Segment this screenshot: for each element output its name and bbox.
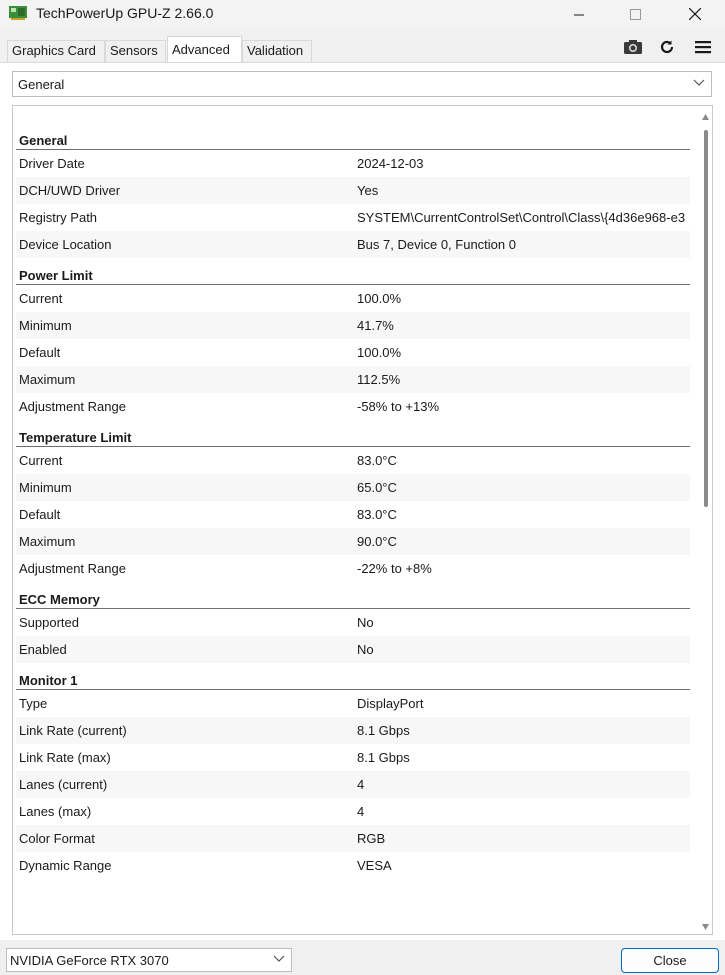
item-value: 8.1 Gbps	[357, 723, 410, 738]
list-item[interactable]	[16, 771, 690, 798]
close-button[interactable]: Close	[621, 948, 719, 973]
list-item[interactable]	[16, 447, 690, 474]
item-value: 41.7%	[357, 318, 394, 333]
camera-glyph	[623, 39, 643, 55]
details-list[interactable]	[12, 105, 713, 935]
list-item[interactable]	[16, 744, 690, 771]
item-label: Lanes (max)	[19, 804, 92, 819]
section-title: General	[19, 133, 68, 148]
item-label: Current	[19, 291, 63, 306]
refresh-icon[interactable]	[656, 37, 678, 57]
section-title: Temperature Limit	[19, 430, 132, 445]
list-item[interactable]	[16, 393, 690, 420]
refresh-glyph	[659, 39, 675, 55]
section-title: Monitor 1	[19, 673, 78, 688]
scroll-down-icon[interactable]	[702, 924, 709, 930]
item-value: 4	[357, 804, 365, 819]
section-header	[16, 123, 690, 150]
tab-advanced[interactable]: Advanced	[167, 36, 242, 62]
maximize-icon	[630, 9, 641, 20]
item-value: 100.0%	[357, 345, 402, 360]
scrollbar-thumb[interactable]	[704, 130, 708, 507]
list-item[interactable]	[16, 366, 690, 393]
item-value: 83.0°C	[357, 507, 397, 522]
list-item[interactable]	[16, 501, 690, 528]
item-value: VESA	[357, 858, 392, 873]
item-value: No	[357, 615, 374, 630]
gpu-select-value: NVIDIA GeForce RTX 3070	[10, 953, 169, 968]
list-item[interactable]	[16, 204, 690, 231]
item-label: Minimum	[19, 480, 72, 495]
item-value: Bus 7, Device 0, Function 0	[357, 237, 516, 252]
gpu-select[interactable]	[6, 948, 292, 972]
tab-bar	[0, 36, 725, 62]
item-value: SYSTEM\CurrentControlSet\Control\Class\{4d36e968-e3	[357, 210, 686, 225]
list-item[interactable]	[16, 636, 690, 663]
item-label: Supported	[19, 615, 79, 630]
item-value: DisplayPort	[357, 696, 424, 711]
chevron-down-icon	[693, 79, 705, 87]
section-title: Power Limit	[19, 268, 93, 283]
item-value: Yes	[357, 183, 379, 198]
item-value: 100.0%	[357, 291, 402, 306]
item-label: Driver Date	[19, 156, 85, 171]
item-label: DCH/UWD Driver	[19, 183, 121, 198]
window-title: TechPowerUp GPU-Z 2.66.0	[36, 5, 214, 21]
list-item[interactable]	[16, 852, 690, 879]
section-header	[16, 420, 690, 447]
item-label: Maximum	[19, 372, 76, 387]
item-label: Type	[19, 696, 48, 711]
item-label: Current	[19, 453, 63, 468]
list-item[interactable]	[16, 150, 690, 177]
section-title: ECC Memory	[19, 592, 100, 607]
item-label: Dynamic Range	[19, 858, 112, 873]
list-item[interactable]	[16, 285, 690, 312]
item-label: Default	[19, 345, 61, 360]
advanced-panel	[0, 62, 725, 940]
list-item[interactable]	[16, 231, 690, 258]
app-icon	[9, 6, 27, 20]
item-label: Lanes (current)	[19, 777, 108, 792]
maximize-button[interactable]	[612, 0, 658, 28]
item-value: 112.5%	[357, 372, 401, 387]
item-value: 65.0°C	[357, 480, 397, 495]
item-label: Device Location	[19, 237, 112, 252]
list-item[interactable]	[16, 555, 690, 582]
close-window-button[interactable]	[672, 0, 718, 28]
list-item[interactable]	[16, 474, 690, 501]
item-label: Link Rate (current)	[19, 723, 127, 738]
list-item[interactable]	[16, 177, 690, 204]
item-value: 4	[357, 777, 365, 792]
category-select-value: General	[18, 77, 65, 92]
list-item[interactable]	[16, 609, 690, 636]
item-label: Adjustment Range	[19, 561, 126, 576]
list-item[interactable]	[16, 690, 690, 717]
tab-sensors[interactable]: Sensors	[105, 40, 166, 62]
close-icon	[689, 8, 701, 20]
section-header	[16, 258, 690, 285]
list-item[interactable]	[16, 798, 690, 825]
item-value: -58% to +13%	[357, 399, 440, 414]
camera-icon[interactable]	[622, 37, 644, 57]
category-select[interactable]	[12, 71, 712, 97]
tab-graphics-card[interactable]: Graphics Card	[7, 40, 105, 62]
item-value: RGB	[357, 831, 386, 846]
item-value: No	[357, 642, 374, 657]
section-header	[16, 582, 690, 609]
section-header	[16, 663, 690, 690]
list-item[interactable]	[16, 339, 690, 366]
item-label: Color Format	[19, 831, 95, 846]
item-value: 2024-12-03	[357, 156, 424, 171]
list-item[interactable]	[16, 717, 690, 744]
scroll-up-icon[interactable]	[702, 114, 709, 120]
item-value: -22% to +8%	[357, 561, 432, 576]
title-bar	[0, 0, 725, 28]
list-item[interactable]	[16, 825, 690, 852]
item-label: Link Rate (max)	[19, 750, 111, 765]
menu-icon[interactable]	[692, 37, 714, 57]
item-label: Enabled	[19, 642, 67, 657]
chevron-down-icon	[273, 955, 285, 963]
tab-validation[interactable]: Validation	[242, 40, 312, 62]
item-label: Adjustment Range	[19, 399, 126, 414]
minimize-icon	[574, 9, 585, 20]
item-value: 90.0°C	[357, 534, 397, 549]
details-rows	[16, 123, 690, 879]
item-label: Minimum	[19, 318, 72, 333]
item-value: 8.1 Gbps	[357, 750, 410, 765]
minimize-button[interactable]	[556, 0, 602, 28]
item-label: Maximum	[19, 534, 76, 549]
item-label: Registry Path	[19, 210, 98, 225]
item-value: 83.0°C	[357, 453, 397, 468]
hamburger-glyph	[695, 40, 711, 54]
list-item[interactable]	[16, 312, 690, 339]
list-item[interactable]	[16, 528, 690, 555]
item-label: Default	[19, 507, 61, 522]
